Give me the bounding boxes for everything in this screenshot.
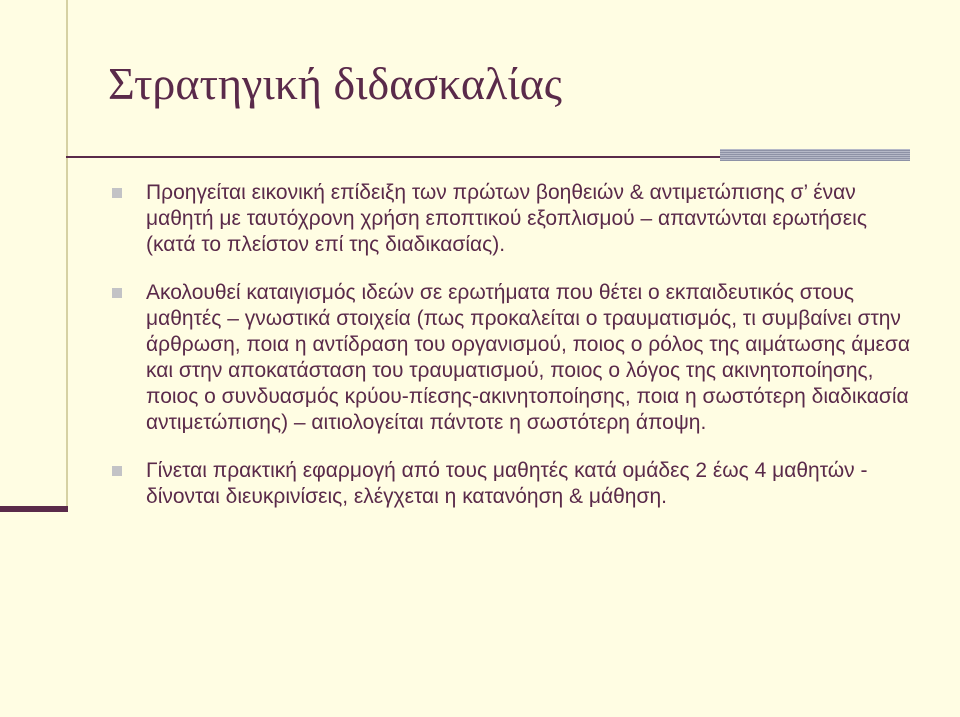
slide-title: Στρατηγική διδασκαλίας [108, 58, 562, 109]
bullet-item [112, 180, 912, 258]
bullet-item [112, 280, 912, 436]
square-bullet-icon [112, 188, 122, 198]
square-bullet-icon [112, 466, 122, 476]
left-accent-bar-foot [0, 506, 68, 512]
bullet-text: Ακολουθεί καταιγισμός ιδεών σε ερωτήματα που θέτει ο εκπαιδευτικός στους μαθητές – γνωστικά στοιχεία (πως προκαλείται ο τραυματισμός, τι συμβαίνει στην άρθρωση, ποια η αντίδραση του οργανισμού, ποιος ο ρόλος της αιμάτωσης άμεσα και στην αποκατάσταση του τραυματισμού, ποιος ο λόγος της ακινητοποίησης, ποιος ο συνδυασμός κρύου-πίεσης-ακινητοποίησης, ποια η σωστότερη διαδικασία αντιμετώπισης) – αιτιολογείται πάντοτε η σωστότερη άποψη. [146, 281, 911, 434]
left-accent-bar [0, 0, 68, 512]
bullet-text: Προηγείται εικονική επίδειξη των πρώτων βοηθειών & αντιμετώπισης σ’ έναν μαθητή με ταυτόχρονη χρήση εποπτικού εξοπλισμού – απαντώνται ερωτήσεις (κατά το πλείστον επί της διαδικασίας). [146, 181, 867, 256]
title-underline-accent [720, 149, 910, 161]
bullet-list [112, 180, 912, 510]
bullet-text: Γίνεται πρακτική εφαρμογή από τους μαθητές κατά ομάδες 2 έως 4 μαθητών - δίνονται διευκρινίσεις, ελέγχεται η κατανόηση & μάθηση. [146, 459, 868, 508]
left-accent-bar-shadow [66, 0, 68, 512]
bullet-item [112, 458, 912, 510]
square-bullet-icon [112, 288, 122, 298]
